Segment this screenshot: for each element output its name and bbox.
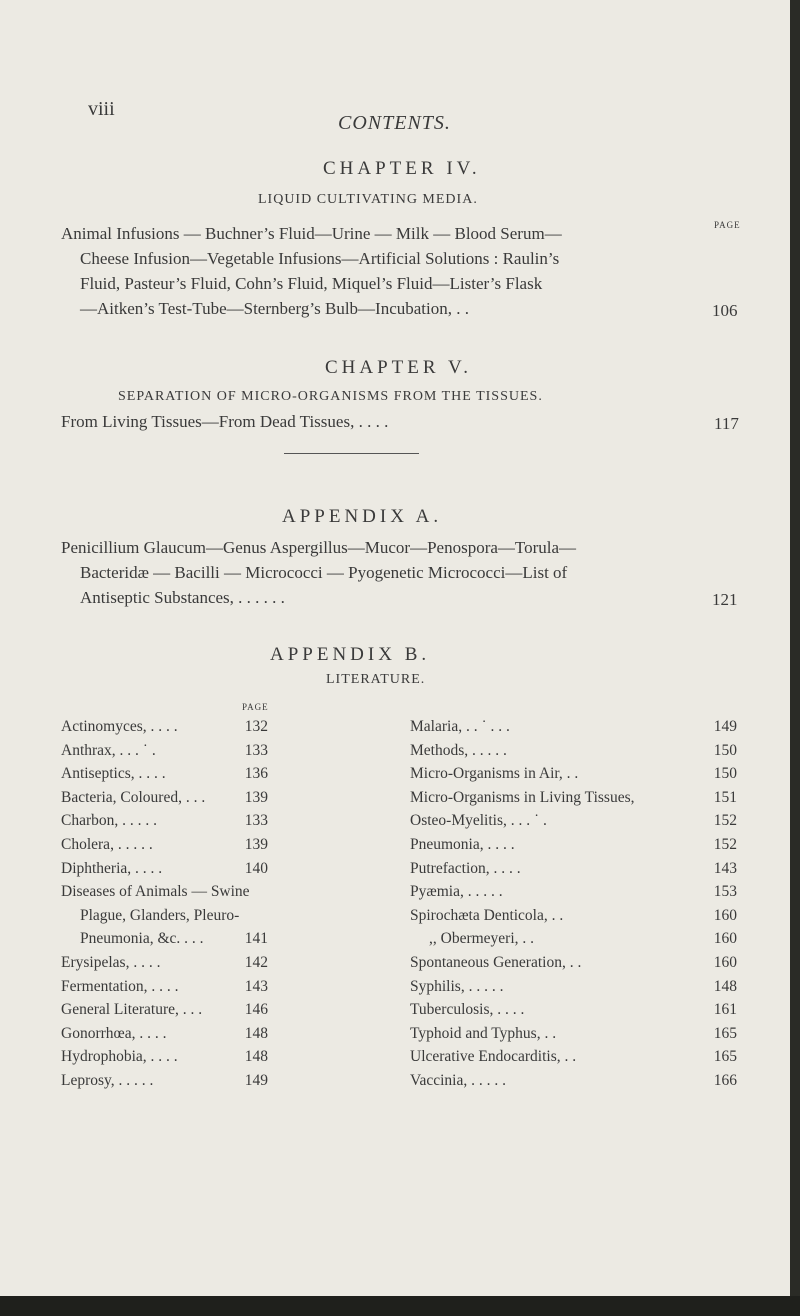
literature-entry: Micro-Organisms in Living Tissues, bbox=[410, 788, 635, 806]
literature-page: 132 bbox=[244, 718, 268, 735]
literature-page: 149 bbox=[713, 718, 737, 735]
literature-entry: Micro-Organisms in Air, . . bbox=[410, 765, 579, 783]
literature-entry: Malaria, . . ˙ . . . bbox=[410, 718, 510, 735]
literature-entry: Ulcerative Endocarditis, . . bbox=[410, 1048, 577, 1066]
literature-page: 153 bbox=[713, 883, 737, 901]
literature-entry: Fermentation, . . . . bbox=[61, 977, 179, 995]
literature-page-label: PAGE bbox=[242, 702, 269, 712]
literature-entry: Tuberculosis, . . . . bbox=[410, 1001, 525, 1019]
literature-entry: Methods, . . . . . bbox=[410, 741, 507, 759]
literature-entry: Spontaneous Generation, . . bbox=[410, 954, 582, 971]
literature-page: 133 bbox=[244, 741, 268, 759]
literature-entry: Erysipelas, . . . . bbox=[61, 954, 161, 971]
chapter-4-line: —Aitken’s Test-Tube—Sternberg’s Bulb—Incubation, . . bbox=[80, 299, 470, 318]
literature-entry: Putrefaction, . . . . bbox=[410, 859, 521, 877]
chapter-4-page: 106 bbox=[712, 301, 738, 320]
literature-page: 160 bbox=[713, 954, 737, 971]
literature-page: 143 bbox=[244, 977, 268, 995]
literature-page: 142 bbox=[244, 954, 268, 971]
literature-entry: Syphilis, . . . . . bbox=[410, 977, 504, 995]
page-bottom-edge bbox=[0, 1296, 800, 1316]
running-head: CONTENTS. bbox=[338, 112, 451, 134]
chapter-4-line: Cheese Infusion—Vegetable Infusions—Artificial Solutions : Raulin’s bbox=[80, 249, 560, 268]
literature-page: 139 bbox=[244, 788, 268, 806]
literature-entry: Bacteria, Coloured, . . . bbox=[61, 788, 206, 806]
literature-page: 146 bbox=[244, 1001, 268, 1019]
literature-page: 160 bbox=[713, 906, 737, 924]
chapter-4-line: Animal Infusions — Buchner’s Fluid—Urine — Milk — Blood Serum— bbox=[61, 224, 562, 243]
literature-entry: Anthrax, . . . ˙ . bbox=[61, 741, 156, 759]
page-edge bbox=[790, 0, 800, 1316]
section-divider bbox=[284, 453, 419, 454]
literature-entry: Cholera, . . . . . bbox=[61, 836, 153, 853]
appendix-a-line: Penicillium Glaucum—Genus Aspergillus—Mucor—Penospora—Torula— bbox=[61, 538, 577, 557]
literature-entry: Antiseptics, . . . . bbox=[61, 765, 166, 783]
literature-page: 133 bbox=[244, 812, 268, 830]
literature-page: 161 bbox=[713, 1001, 737, 1019]
chapter-5-page: 117 bbox=[714, 414, 739, 433]
page-column-label: PAGE bbox=[714, 220, 741, 230]
literature-entry: Pneumonia, &c. . . . bbox=[80, 930, 204, 948]
literature-entry: General Literature, . . . bbox=[61, 1001, 203, 1019]
literature-page: 143 bbox=[713, 859, 737, 877]
literature-entry: ,, Obermeyeri, . . bbox=[429, 930, 535, 948]
literature-entry: Pyæmia, . . . . . bbox=[410, 883, 503, 901]
literature-page: 148 bbox=[244, 1048, 268, 1066]
chapter-5-subtitle: SEPARATION OF MICRO-ORGANISMS FROM THE TISSUES. bbox=[118, 389, 543, 404]
appendix-b-title: APPENDIX B. bbox=[270, 644, 431, 665]
literature-page: 141 bbox=[244, 930, 268, 948]
literature-page: 165 bbox=[713, 1048, 737, 1066]
literature-page: 149 bbox=[244, 1072, 268, 1089]
literature-entry: Actinomyces, . . . . bbox=[61, 718, 178, 735]
literature-page: 140 bbox=[244, 859, 268, 877]
appendix-b-subtitle: LITERATURE. bbox=[326, 672, 426, 687]
literature-page: 150 bbox=[713, 765, 737, 783]
literature-page: 151 bbox=[713, 788, 737, 806]
appendix-a-line: Bacteridæ — Bacilli — Micrococci — Pyogenetic Micrococci—List of bbox=[80, 563, 568, 582]
chapter-4-title: CHAPTER IV. bbox=[323, 158, 481, 179]
literature-page: 148 bbox=[713, 977, 737, 995]
literature-page: 152 bbox=[713, 812, 737, 830]
literature-page: 152 bbox=[713, 836, 737, 853]
literature-entry: Diphtheria, . . . . bbox=[61, 859, 163, 877]
literature-page: 150 bbox=[713, 741, 737, 759]
chapter-5-title: CHAPTER V. bbox=[325, 357, 472, 378]
literature-entry: Diseases of Animals — Swine bbox=[61, 883, 250, 901]
literature-page: 148 bbox=[244, 1024, 268, 1042]
literature-entry: Pneumonia, . . . . bbox=[410, 836, 515, 853]
literature-entry: Hydrophobia, . . . . bbox=[61, 1048, 178, 1066]
literature-page: 160 bbox=[713, 930, 737, 948]
literature-entry: Plague, Glanders, Pleuro- bbox=[80, 906, 240, 924]
chapter-5-line: From Living Tissues—From Dead Tissues, . . . . bbox=[61, 412, 389, 431]
literature-page: 136 bbox=[244, 765, 268, 783]
literature-page: 166 bbox=[713, 1072, 737, 1089]
appendix-a-page: 121 bbox=[712, 590, 738, 609]
appendix-a-title: APPENDIX A. bbox=[282, 506, 443, 527]
literature-page: 165 bbox=[713, 1024, 737, 1042]
chapter-4-subtitle: LIQUID CULTIVATING MEDIA. bbox=[258, 192, 478, 207]
literature-page: 139 bbox=[244, 836, 268, 853]
literature-entry: Gonorrhœa, . . . . bbox=[61, 1024, 167, 1042]
literature-entry: Charbon, . . . . . bbox=[61, 812, 158, 830]
literature-entry: Leprosy, . . . . . bbox=[61, 1072, 154, 1089]
literature-entry: Vaccinia, . . . . . bbox=[410, 1072, 506, 1089]
chapter-4-line: Fluid, Pasteur’s Fluid, Cohn’s Fluid, Miquel’s Fluid—Lister’s Flask bbox=[80, 274, 543, 293]
appendix-a-line: Antiseptic Substances, . . . . . . bbox=[80, 588, 285, 607]
literature-entry: Spirochæta Denticola, . . bbox=[410, 906, 564, 924]
literature-entry: Typhoid and Typhus, . . bbox=[410, 1024, 557, 1042]
literature-entry: Osteo-Myelitis, . . . ˙ . bbox=[410, 812, 547, 830]
page-number: viii bbox=[88, 98, 115, 120]
